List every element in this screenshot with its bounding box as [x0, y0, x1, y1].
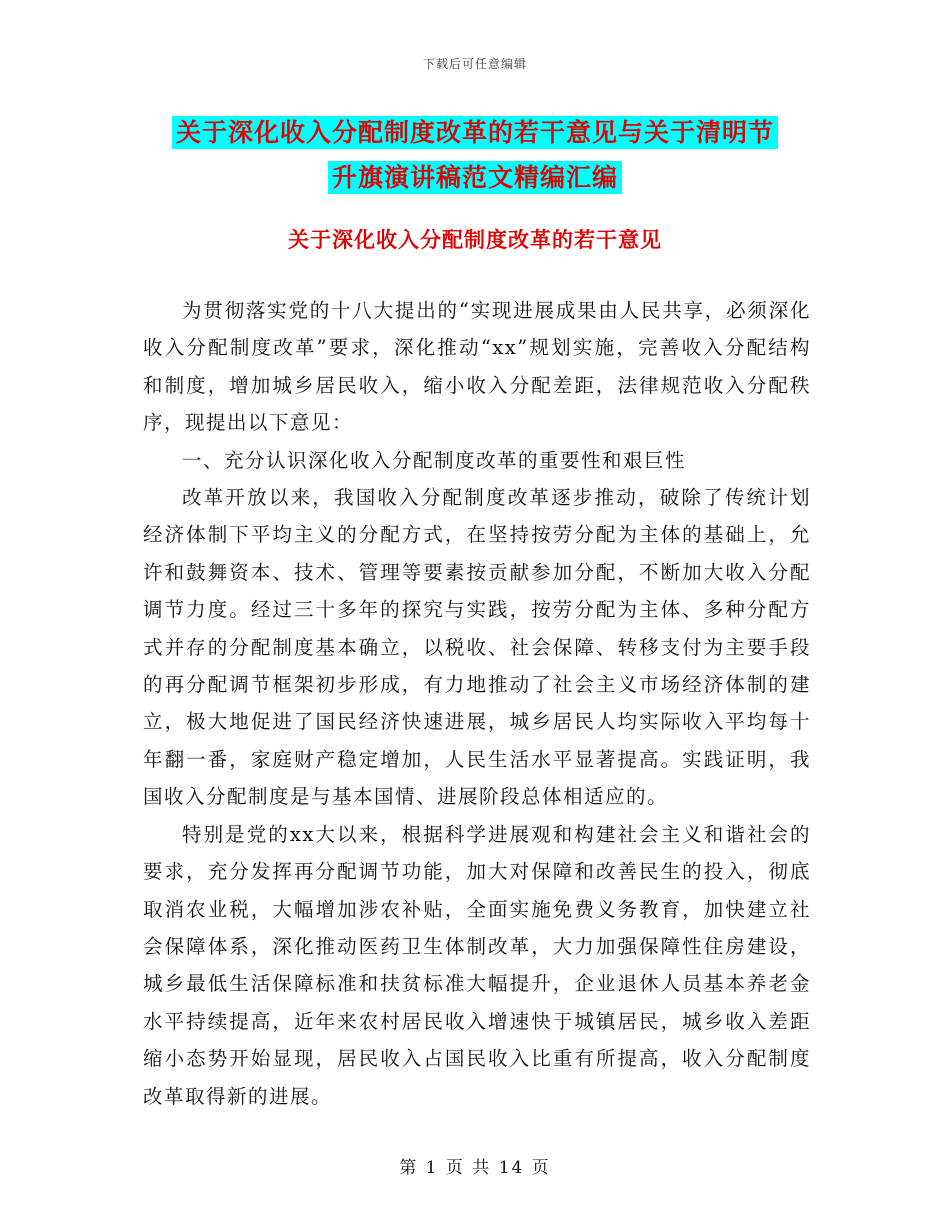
- paragraph-recent-progress: 特别是党的xx大以来，根据科学进展观和构建社会主义和谐社会的要求，充分发挥再分配调节功能，加大对保障和改善民生的投入，彻底取消农业税，大幅增加涉农补贴，全面实施免费义务教育，加快建立社会保障体系，深化推动医药卫生体制改革，大力加强保障性住房建设，城乡最低生活保障标准和扶贫标准大幅提升，企业退休人员基本养老金水平持续提高，近年来农村居民收入增速快于城镇居民，城乡收入差距缩小态势开始显现，居民收入占国民收入比重有所提高，收入分配制度改革取得新的进展。: [143, 822, 811, 1108]
- page-number-footer: 第 1 页 共 14 页: [399, 1158, 551, 1178]
- paragraph-heading-1: 一、充分认识深化收入分配制度改革的重要性和艰巨性: [182, 448, 687, 472]
- document-title-line-1: [0, 113, 950, 149]
- header-note: 下载后可任意编辑: [422, 57, 527, 71]
- paragraph-intro: 为贯彻落实党的十八大提出的“实现进展成果由人民共享，必须深化收入分配制度改革”要求，深化推动“xx”规划实施，完善收入分配结构和制度，增加城乡居民收入，缩小收入分配差距，法律规范收入分配秩序，现提出以下意见：: [143, 299, 811, 435]
- section-title: 关于深化收入分配制度改革的若干意见: [288, 228, 662, 252]
- document-title-text-1: 关于深化收入分配制度改革的若干意见与关于清明节: [172, 116, 778, 149]
- paragraph-reform-history: 改革开放以来，我国收入分配制度改革逐步推动，破除了传统计划经济体制下平均主义的分配方式，在坚持按劳分配为主体的基础上，允许和鼓舞资本、技术、管理等要素按贡献参加分配，不断加大收入分配调节力度。经过三十多年的探究与实践，按劳分配为主体、多种分配方式并存的分配制度基本确立，以税收、社会保障、转移支付为主要手段的再分配调节框架初步形成，有力地推动了社会主义市场经济体制的建立，极大地促进了国民经济快速进展，城乡居民人均实际收入平均每十年翻一番，家庭财产稳定增加，人民生活水平显著提高。实践证明，我国收入分配制度是与基本国情、进展阶段总体相适应的。: [143, 486, 811, 809]
- document-title-text-2: 升旗演讲稿范文精编汇编: [328, 161, 622, 194]
- document-title-line-2: [0, 158, 950, 194]
- document-body: [143, 292, 811, 1115]
